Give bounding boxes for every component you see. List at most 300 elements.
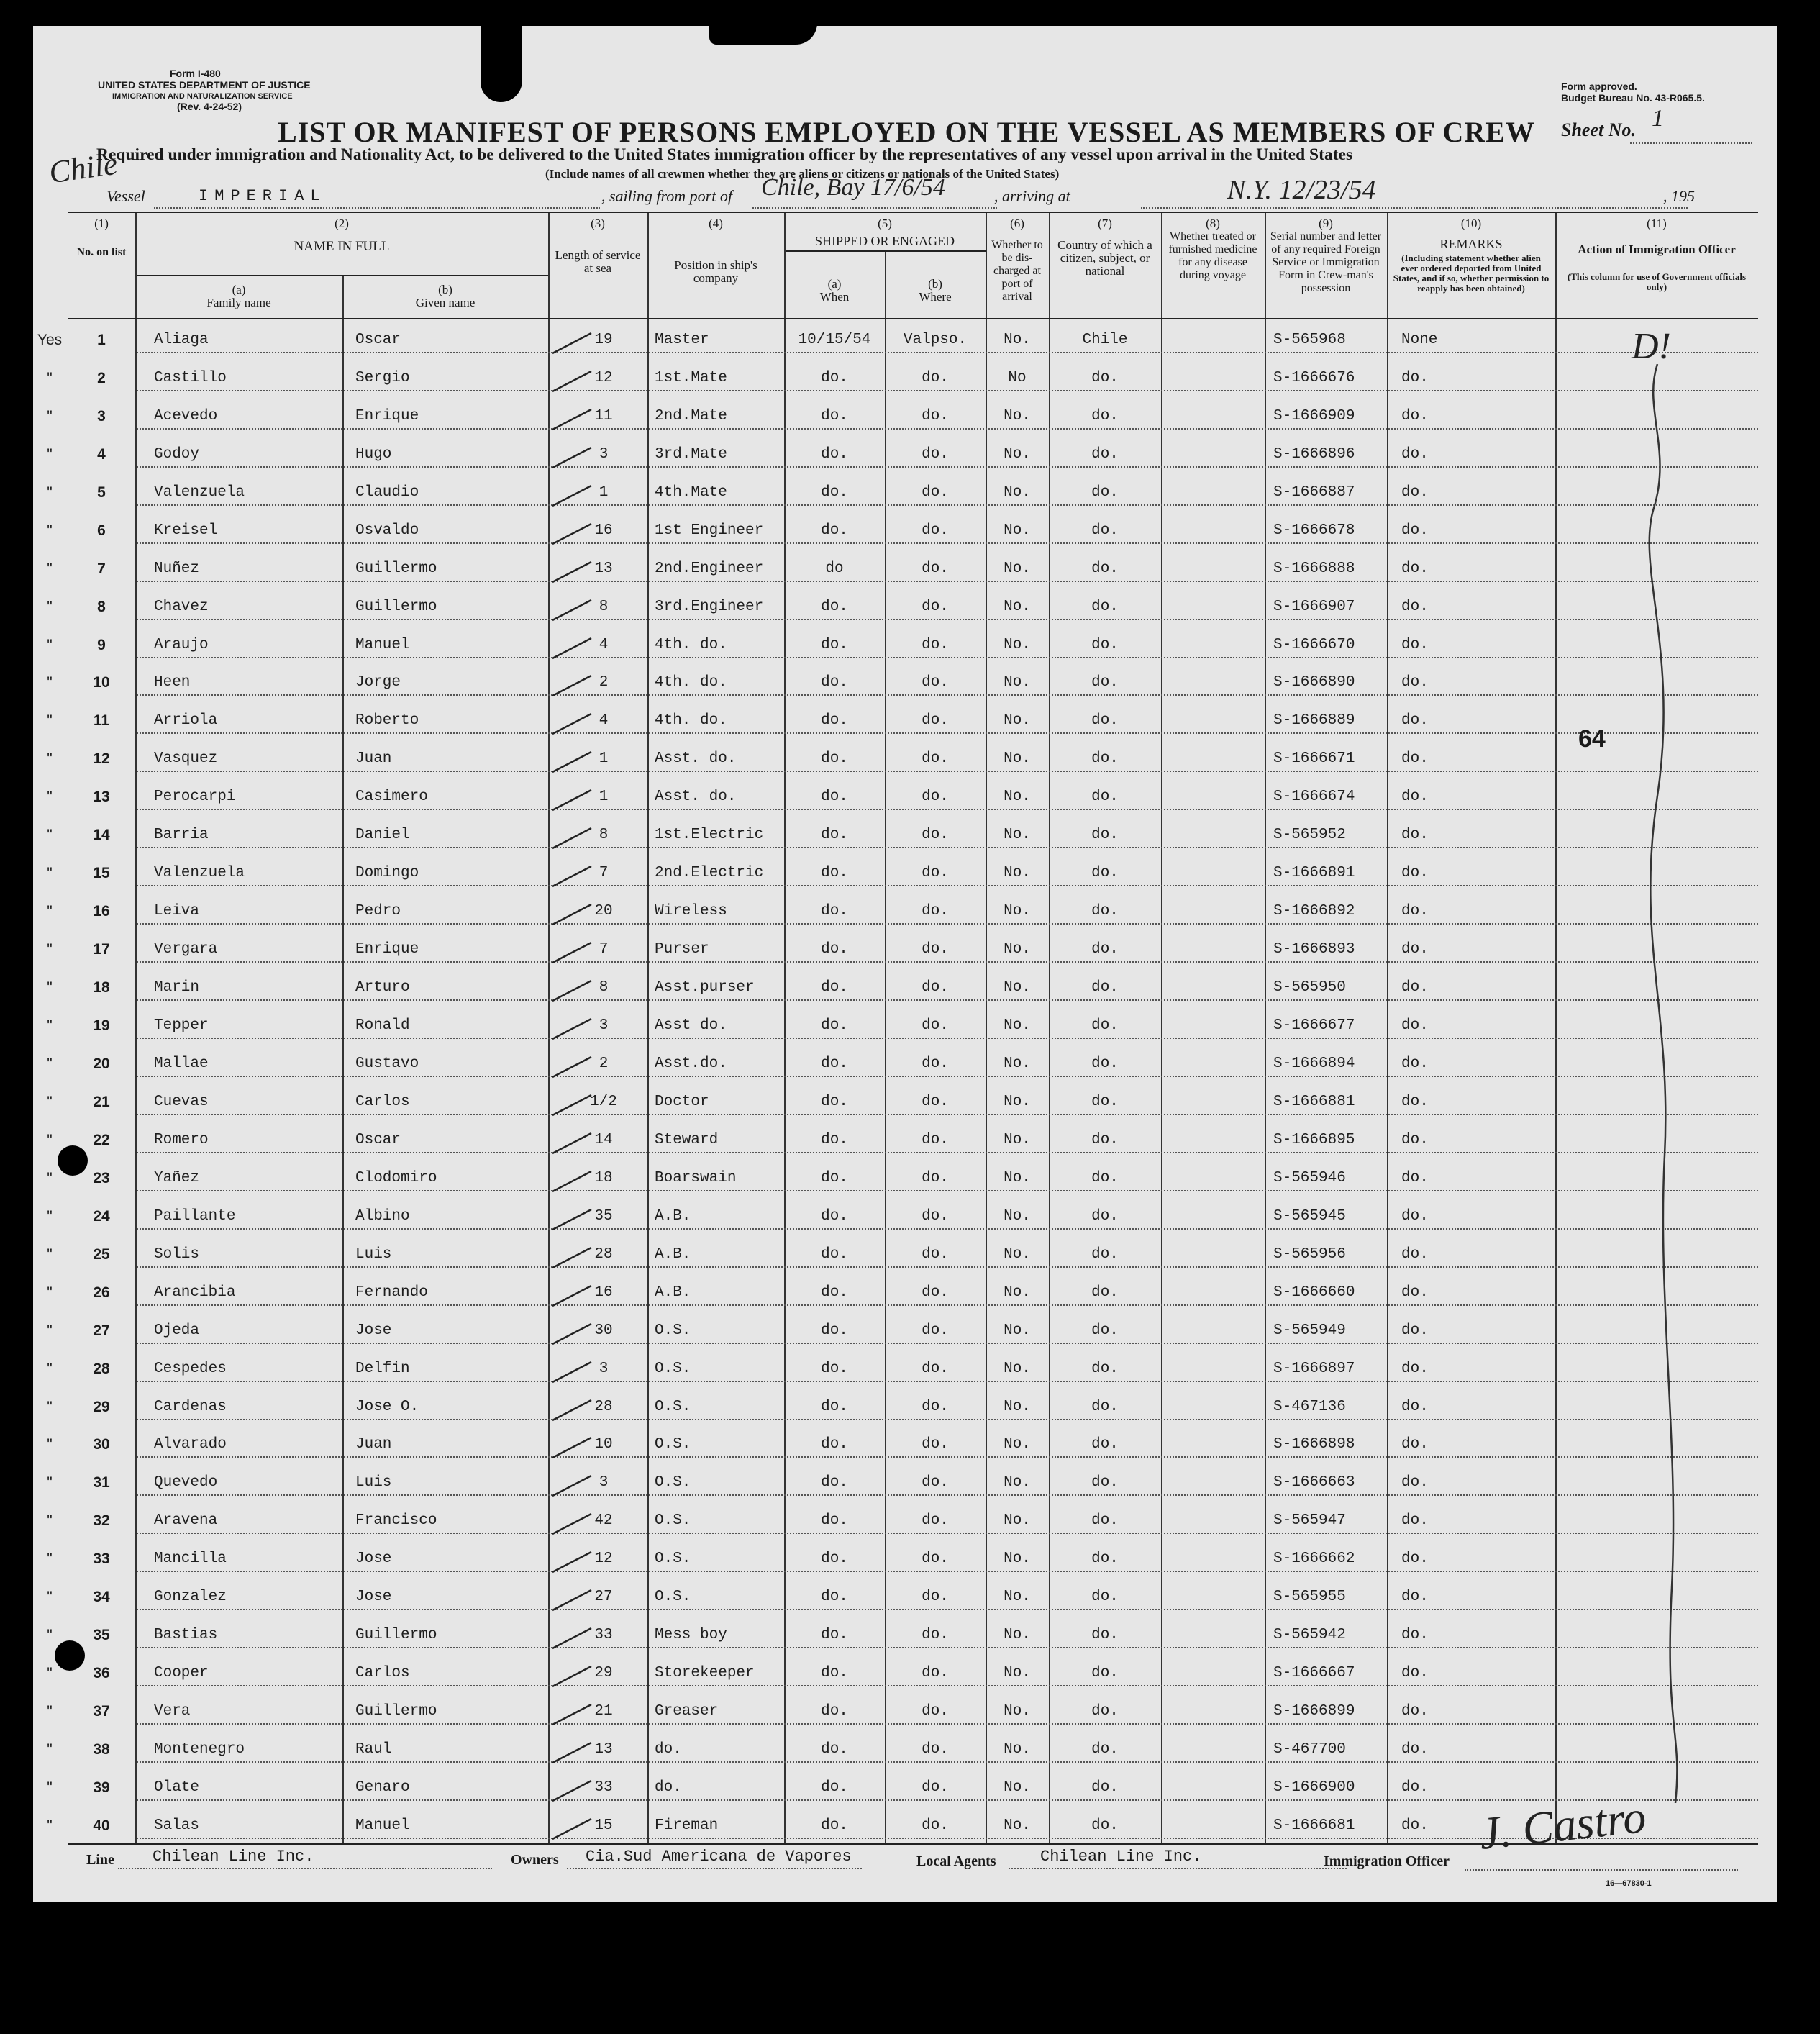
- row-position: 4th. do.: [655, 636, 727, 653]
- document-title: LIST OR MANIFEST OF PERSONS EMPLOYED ON THE VESSEL AS MEMBERS OF CREW: [278, 116, 1535, 148]
- row-given: Guillermo: [355, 598, 437, 615]
- owners-value: Cia.Sud Americana de Vapores: [586, 1848, 852, 1866]
- row-country: do.: [1091, 560, 1119, 577]
- row-no: 12: [93, 750, 110, 768]
- line-label: Line: [86, 1852, 114, 1868]
- owners-label: Owners: [511, 1852, 559, 1868]
- row-when: do.: [821, 789, 848, 806]
- row-no: 36: [93, 1665, 110, 1682]
- row-country: do.: [1091, 1322, 1119, 1339]
- row-serial: S-1666894: [1273, 1055, 1355, 1072]
- row-no: 25: [93, 1245, 110, 1263]
- row-position: 3rd.Mate: [655, 445, 727, 463]
- row-where: do.: [922, 522, 949, 539]
- row-country: do.: [1091, 522, 1119, 539]
- row-serial: S-1666898: [1273, 1436, 1355, 1453]
- row-remarks: do.: [1401, 522, 1429, 539]
- col-4-header: Position in ship's company: [674, 258, 757, 285]
- row-position: 2nd.Engineer: [655, 560, 764, 577]
- row-discharged: No.: [1004, 1284, 1031, 1301]
- row-where: do.: [922, 1360, 949, 1377]
- row-when: do.: [821, 369, 848, 386]
- row-discharged: No.: [1004, 1398, 1031, 1415]
- row-margin-mark: ": [47, 1322, 53, 1339]
- row-remarks: do.: [1401, 1093, 1429, 1110]
- col-5b-letter: (b): [928, 277, 942, 291]
- crew-rows: [37, 319, 1758, 1843]
- row-when: do.: [821, 1322, 848, 1339]
- row-given: Jose: [355, 1322, 392, 1339]
- row-serial: S-467136: [1273, 1398, 1346, 1415]
- form-number: Form I-480: [170, 68, 221, 79]
- row-where: do.: [922, 1665, 949, 1682]
- row-country: do.: [1091, 483, 1119, 501]
- row-serial: S-1666670: [1273, 636, 1355, 653]
- row-position: Asst.do.: [655, 1055, 727, 1072]
- row-serial: S-565955: [1273, 1589, 1346, 1606]
- row-no: 37: [93, 1703, 110, 1720]
- row-rule: [137, 1114, 1758, 1115]
- year-label: , 195: [1663, 187, 1695, 205]
- row-serial: S-565942: [1273, 1627, 1346, 1644]
- row-no: 38: [93, 1741, 110, 1758]
- row-service: 8: [599, 827, 609, 844]
- row-family: Aliaga: [154, 331, 209, 348]
- row-when: do.: [821, 1703, 848, 1720]
- row-rule: [137, 694, 1758, 696]
- check-tick-mark: [548, 558, 599, 586]
- row-margin-mark: ": [47, 369, 53, 386]
- row-when: do: [825, 560, 844, 577]
- row-when: do.: [821, 1284, 848, 1301]
- row-position: Asst.purser: [655, 979, 755, 996]
- row-service: 3: [599, 1017, 609, 1035]
- row-service: 13: [594, 1741, 613, 1758]
- form-revision: (Rev. 4-24-52): [177, 101, 242, 112]
- row-country: do.: [1091, 1817, 1119, 1834]
- row-family: Araujo: [154, 636, 209, 653]
- row-service: 28: [594, 1245, 613, 1263]
- row-family: Vasquez: [154, 750, 218, 768]
- document-subtitle-note: (Include names of all crewmen whether they are aliens or citizens or nationals of the United States): [545, 167, 1060, 181]
- row-remarks: do.: [1401, 674, 1429, 691]
- row-country: do.: [1091, 1245, 1119, 1263]
- row-country: do.: [1091, 1703, 1119, 1720]
- row-given: Guillermo: [355, 1703, 437, 1720]
- check-tick-mark: [548, 634, 599, 663]
- row-service: 7: [599, 865, 609, 882]
- row-remarks: do.: [1401, 598, 1429, 615]
- row-country: do.: [1091, 1169, 1119, 1186]
- row-where: do.: [922, 712, 949, 730]
- row-where: do.: [922, 1551, 949, 1568]
- col-5b-header: Where: [919, 290, 952, 304]
- row-position: 1st Engineer: [655, 522, 764, 539]
- row-remarks: do.: [1401, 865, 1429, 882]
- table-row: [47, 1500, 1758, 1538]
- row-rule: [137, 999, 1758, 1001]
- officer-label: Immigration Officer: [1324, 1853, 1450, 1869]
- col-2b-header: Given name: [415, 296, 476, 309]
- row-discharged: No.: [1004, 1055, 1031, 1072]
- row-family: Gonzalez: [154, 1589, 227, 1606]
- row-family: Bastias: [154, 1627, 218, 1644]
- check-tick-mark: [548, 1509, 599, 1538]
- row-when: do.: [821, 674, 848, 691]
- row-serial: S-1666897: [1273, 1360, 1355, 1377]
- row-margin-mark: ": [47, 1589, 53, 1606]
- row-no: 8: [97, 598, 106, 615]
- row-where: do.: [922, 560, 949, 577]
- table-row: [47, 776, 1758, 814]
- row-position: Asst. do.: [655, 750, 737, 768]
- sheet-label: Sheet No.: [1561, 119, 1636, 140]
- sailing-label: , sailing from port of: [601, 187, 732, 205]
- row-family: Quevedo: [154, 1474, 218, 1492]
- row-country: do.: [1091, 750, 1119, 768]
- row-no: 9: [97, 636, 106, 653]
- row-country: do.: [1091, 1055, 1119, 1072]
- col-3-header: Length of service at sea: [555, 248, 641, 275]
- officer-underline: [1465, 1869, 1738, 1871]
- row-when: do.: [821, 1131, 848, 1148]
- row-country: do.: [1091, 789, 1119, 806]
- row-no: 7: [97, 560, 106, 577]
- row-margin-mark: ": [47, 1055, 53, 1072]
- row-when: do.: [821, 1093, 848, 1110]
- row-country: do.: [1091, 1741, 1119, 1758]
- row-family: Marin: [154, 979, 200, 996]
- row-where: do.: [922, 1245, 949, 1263]
- row-country: do.: [1091, 369, 1119, 386]
- row-no: 34: [93, 1589, 110, 1606]
- table-row: [47, 1463, 1758, 1501]
- row-given: Casimero: [355, 789, 428, 806]
- row-rule: [137, 809, 1758, 810]
- vessel-name: IMPERIAL: [199, 187, 327, 205]
- row-serial: S-1666667: [1273, 1665, 1355, 1682]
- row-serial: S-1666662: [1273, 1551, 1355, 1568]
- row-country: do.: [1091, 1131, 1119, 1148]
- row-where: do.: [922, 903, 949, 920]
- row-discharged: No.: [1004, 941, 1031, 958]
- row-margin-mark: ": [47, 483, 53, 501]
- row-country: do.: [1091, 827, 1119, 844]
- table-row: [47, 510, 1758, 548]
- check-tick-mark: [548, 367, 599, 396]
- row-remarks: do.: [1401, 1741, 1429, 1758]
- row-family: Cooper: [154, 1665, 209, 1682]
- row-rule: [137, 732, 1758, 734]
- row-discharged: No.: [1004, 636, 1031, 653]
- row-serial: S-1666663: [1273, 1474, 1355, 1492]
- row-where: do.: [922, 1779, 949, 1797]
- row-remarks: do.: [1401, 1245, 1429, 1263]
- row-discharged: No: [1008, 369, 1027, 386]
- row-service: 21: [594, 1703, 613, 1720]
- row-service: 27: [594, 1589, 613, 1606]
- row-serial: S-1666887: [1273, 483, 1355, 501]
- row-country: do.: [1091, 1512, 1119, 1530]
- check-tick-mark: [548, 1091, 599, 1120]
- row-when: do.: [821, 1436, 848, 1453]
- row-service: 4: [599, 712, 609, 730]
- row-remarks: do.: [1401, 1169, 1429, 1186]
- row-family: Vergara: [154, 941, 218, 958]
- row-serial: S-565947: [1273, 1512, 1346, 1530]
- row-no: 31: [93, 1474, 110, 1492]
- table-row: [47, 1576, 1758, 1615]
- corner-handwritten-mark: Chile: [47, 145, 120, 191]
- row-remarks: do.: [1401, 1360, 1429, 1377]
- table-row: [47, 1691, 1758, 1729]
- row-position: Greaser: [655, 1703, 719, 1720]
- action-mark: D!: [1632, 326, 1671, 367]
- row-when: do.: [821, 827, 848, 844]
- row-no: 15: [93, 865, 110, 882]
- row-given: Guillermo: [355, 560, 437, 577]
- row-service: 12: [594, 1551, 613, 1568]
- col-3-number: (3): [591, 217, 605, 230]
- table-row: [47, 929, 1758, 967]
- row-given: Guillermo: [355, 1627, 437, 1644]
- row-remarks: do.: [1401, 1436, 1429, 1453]
- check-tick-mark: [548, 1053, 599, 1081]
- row-when: do.: [821, 941, 848, 958]
- action-squiggle-line: [1614, 364, 1701, 1803]
- row-where: do.: [922, 1817, 949, 1834]
- row-country: do.: [1091, 865, 1119, 882]
- row-discharged: No.: [1004, 1551, 1031, 1568]
- row-discharged: No.: [1004, 598, 1031, 615]
- row-rule: [137, 581, 1758, 582]
- check-tick-mark: [548, 1548, 599, 1576]
- row-country: do.: [1091, 1589, 1119, 1606]
- row-where: do.: [922, 598, 949, 615]
- col-2a-header: Family name: [206, 296, 271, 309]
- row-family: Nuñez: [154, 560, 200, 577]
- row-family: Heen: [154, 674, 191, 691]
- row-given: Sergio: [355, 369, 410, 386]
- row-service: 8: [599, 598, 609, 615]
- row-family: Ojeda: [154, 1322, 200, 1339]
- row-family: Mallae: [154, 1055, 209, 1072]
- table-row: [47, 1348, 1758, 1386]
- col-9-header: Serial number and letter of any required Foreign Service or Immigration Form in Crew-man's possession: [1270, 230, 1382, 294]
- row-margin-mark: ": [47, 636, 53, 653]
- row-discharged: No.: [1004, 1169, 1031, 1186]
- table-row: [47, 1425, 1758, 1463]
- row-no: 23: [93, 1169, 110, 1186]
- row-country: do.: [1091, 941, 1119, 958]
- row-position: O.S.: [655, 1551, 691, 1568]
- check-tick-mark: [548, 1815, 599, 1843]
- row-remarks: do.: [1401, 369, 1429, 386]
- row-remarks: do.: [1401, 636, 1429, 653]
- row-serial: S-1666900: [1273, 1779, 1355, 1797]
- row-where: do.: [922, 1741, 949, 1758]
- row-rule: [137, 1571, 1758, 1572]
- row-given: Oscar: [355, 331, 401, 348]
- arriving-line: [1141, 207, 1688, 209]
- row-when: do.: [821, 1589, 848, 1606]
- row-serial: S-1666681: [1273, 1817, 1355, 1834]
- table-row: [47, 586, 1758, 625]
- row-remarks: do.: [1401, 1703, 1429, 1720]
- row-remarks: do.: [1401, 560, 1429, 577]
- table-row: [47, 1767, 1758, 1805]
- row-remarks: do.: [1401, 1207, 1429, 1225]
- row-rule: [137, 885, 1758, 886]
- row-no: 30: [93, 1436, 110, 1453]
- agents-underline: [1009, 1868, 1347, 1869]
- row-serial: S-565950: [1273, 979, 1346, 996]
- row-given: Daniel: [355, 827, 410, 844]
- row-margin-mark: ": [47, 827, 53, 844]
- row-where: do.: [922, 1436, 949, 1453]
- row-family: Barria: [154, 827, 209, 844]
- row-service: 3: [599, 1474, 609, 1492]
- row-country: do.: [1091, 1207, 1119, 1225]
- row-rule: [137, 1038, 1758, 1039]
- table-row: [47, 625, 1758, 663]
- row-serial: S-1666888: [1273, 560, 1355, 577]
- row-margin-mark: ": [47, 1436, 53, 1453]
- col-1-header: No. on list: [76, 246, 127, 258]
- service-name: IMMIGRATION AND NATURALIZATION SERVICE: [112, 92, 293, 101]
- row-margin-mark: ": [47, 674, 53, 691]
- row-when: do.: [821, 1169, 848, 1186]
- row-serial: S-1666892: [1273, 903, 1355, 920]
- table-row: [47, 853, 1758, 891]
- row-margin-mark: ": [47, 560, 53, 577]
- row-position: Wireless: [655, 903, 727, 920]
- row-family: Tepper: [154, 1017, 209, 1035]
- row-discharged: No.: [1004, 1436, 1031, 1453]
- row-position: Steward: [655, 1131, 719, 1148]
- row-rule: [137, 352, 1758, 353]
- row-remarks: do.: [1401, 1131, 1429, 1148]
- row-when: do.: [821, 1512, 848, 1530]
- row-no: 16: [93, 903, 110, 920]
- row-no: 13: [93, 789, 110, 806]
- row-given: Jose: [355, 1589, 392, 1606]
- check-tick-mark: [548, 1281, 599, 1310]
- table-row: [47, 738, 1758, 776]
- row-rule: [137, 1685, 1758, 1686]
- table-row: [47, 1615, 1758, 1653]
- check-tick-mark: [548, 443, 599, 472]
- row-serial: S-1666895: [1273, 1131, 1355, 1148]
- row-remarks: do.: [1401, 789, 1429, 806]
- row-family: Cardenas: [154, 1398, 227, 1415]
- row-no: 5: [97, 483, 106, 501]
- check-tick-mark: [548, 1433, 599, 1462]
- row-when: do.: [821, 1017, 848, 1035]
- row-rule: [137, 961, 1758, 963]
- table-row: [47, 1653, 1758, 1691]
- row-position: 2nd.Mate: [655, 407, 727, 424]
- row-margin-mark: ": [47, 1360, 53, 1377]
- row-position: Master: [655, 331, 709, 348]
- row-where: do.: [922, 483, 949, 501]
- row-margin-mark: Yes: [37, 331, 63, 348]
- row-where: do.: [922, 674, 949, 691]
- check-tick-mark: [548, 1700, 599, 1729]
- row-service: 29: [594, 1665, 613, 1682]
- row-rule: [137, 923, 1758, 925]
- row-serial: S-1666889: [1273, 712, 1355, 730]
- row-where: do.: [922, 1055, 949, 1072]
- check-tick-mark: [548, 1662, 599, 1691]
- row-where: do.: [922, 941, 949, 958]
- row-position: A.B.: [655, 1207, 691, 1225]
- row-rule: [137, 1419, 1758, 1420]
- row-serial: S-1666676: [1273, 369, 1355, 386]
- row-margin-mark: ": [47, 598, 53, 615]
- row-given: Domingo: [355, 865, 419, 882]
- row-country: do.: [1091, 1627, 1119, 1644]
- row-margin-mark: ": [47, 1169, 53, 1186]
- row-position: O.S.: [655, 1436, 691, 1453]
- row-no: 4: [97, 445, 106, 463]
- row-when: do.: [821, 1474, 848, 1492]
- row-remarks: do.: [1401, 483, 1429, 501]
- row-given: Delfin: [355, 1360, 410, 1377]
- check-tick-mark: [548, 748, 599, 776]
- row-margin-mark: ": [47, 1779, 53, 1797]
- row-serial: S-467700: [1273, 1741, 1346, 1758]
- row-given: Osvaldo: [355, 522, 419, 539]
- row-margin-mark: ": [47, 1245, 53, 1263]
- row-country: do.: [1091, 1284, 1119, 1301]
- row-discharged: No.: [1004, 1474, 1031, 1492]
- check-tick-mark: [548, 1129, 599, 1158]
- row-service: 30: [594, 1322, 613, 1339]
- row-country: do.: [1091, 1436, 1119, 1453]
- row-no: 39: [93, 1779, 110, 1797]
- row-when: do.: [821, 712, 848, 730]
- row-country: do.: [1091, 445, 1119, 463]
- document-subtitle: Required under immigration and Nationality Act, to be delivered to the United States immigration officer by the representatives of any vessel upon arrival in the United States: [96, 145, 1353, 164]
- row-margin-mark: ": [47, 522, 53, 539]
- row-no: 14: [93, 827, 110, 844]
- check-tick-mark: [548, 1738, 599, 1767]
- row-margin-mark: ": [47, 1093, 53, 1110]
- row-given: Raul: [355, 1741, 392, 1758]
- row-margin-mark: ": [47, 445, 53, 463]
- row-discharged: No.: [1004, 827, 1031, 844]
- row-serial: S-1666890: [1273, 674, 1355, 691]
- row-position: O.S.: [655, 1360, 691, 1377]
- col-2-number: (2): [335, 217, 349, 230]
- col-8-number: (8): [1206, 217, 1220, 230]
- row-when: do.: [821, 1627, 848, 1644]
- row-position: Fireman: [655, 1817, 719, 1834]
- row-where: do.: [922, 1512, 949, 1530]
- row-country: do.: [1091, 712, 1119, 730]
- row-discharged: No.: [1004, 1817, 1031, 1834]
- owners-underline: [567, 1868, 862, 1869]
- row-given: Clodomiro: [355, 1169, 437, 1186]
- row-family: Godoy: [154, 445, 200, 463]
- row-no: 29: [93, 1398, 110, 1415]
- row-remarks: do.: [1401, 1055, 1429, 1072]
- row-rule: [137, 1381, 1758, 1382]
- row-rule: [137, 504, 1758, 506]
- row-no: 22: [93, 1131, 110, 1148]
- table-row: [47, 1538, 1758, 1576]
